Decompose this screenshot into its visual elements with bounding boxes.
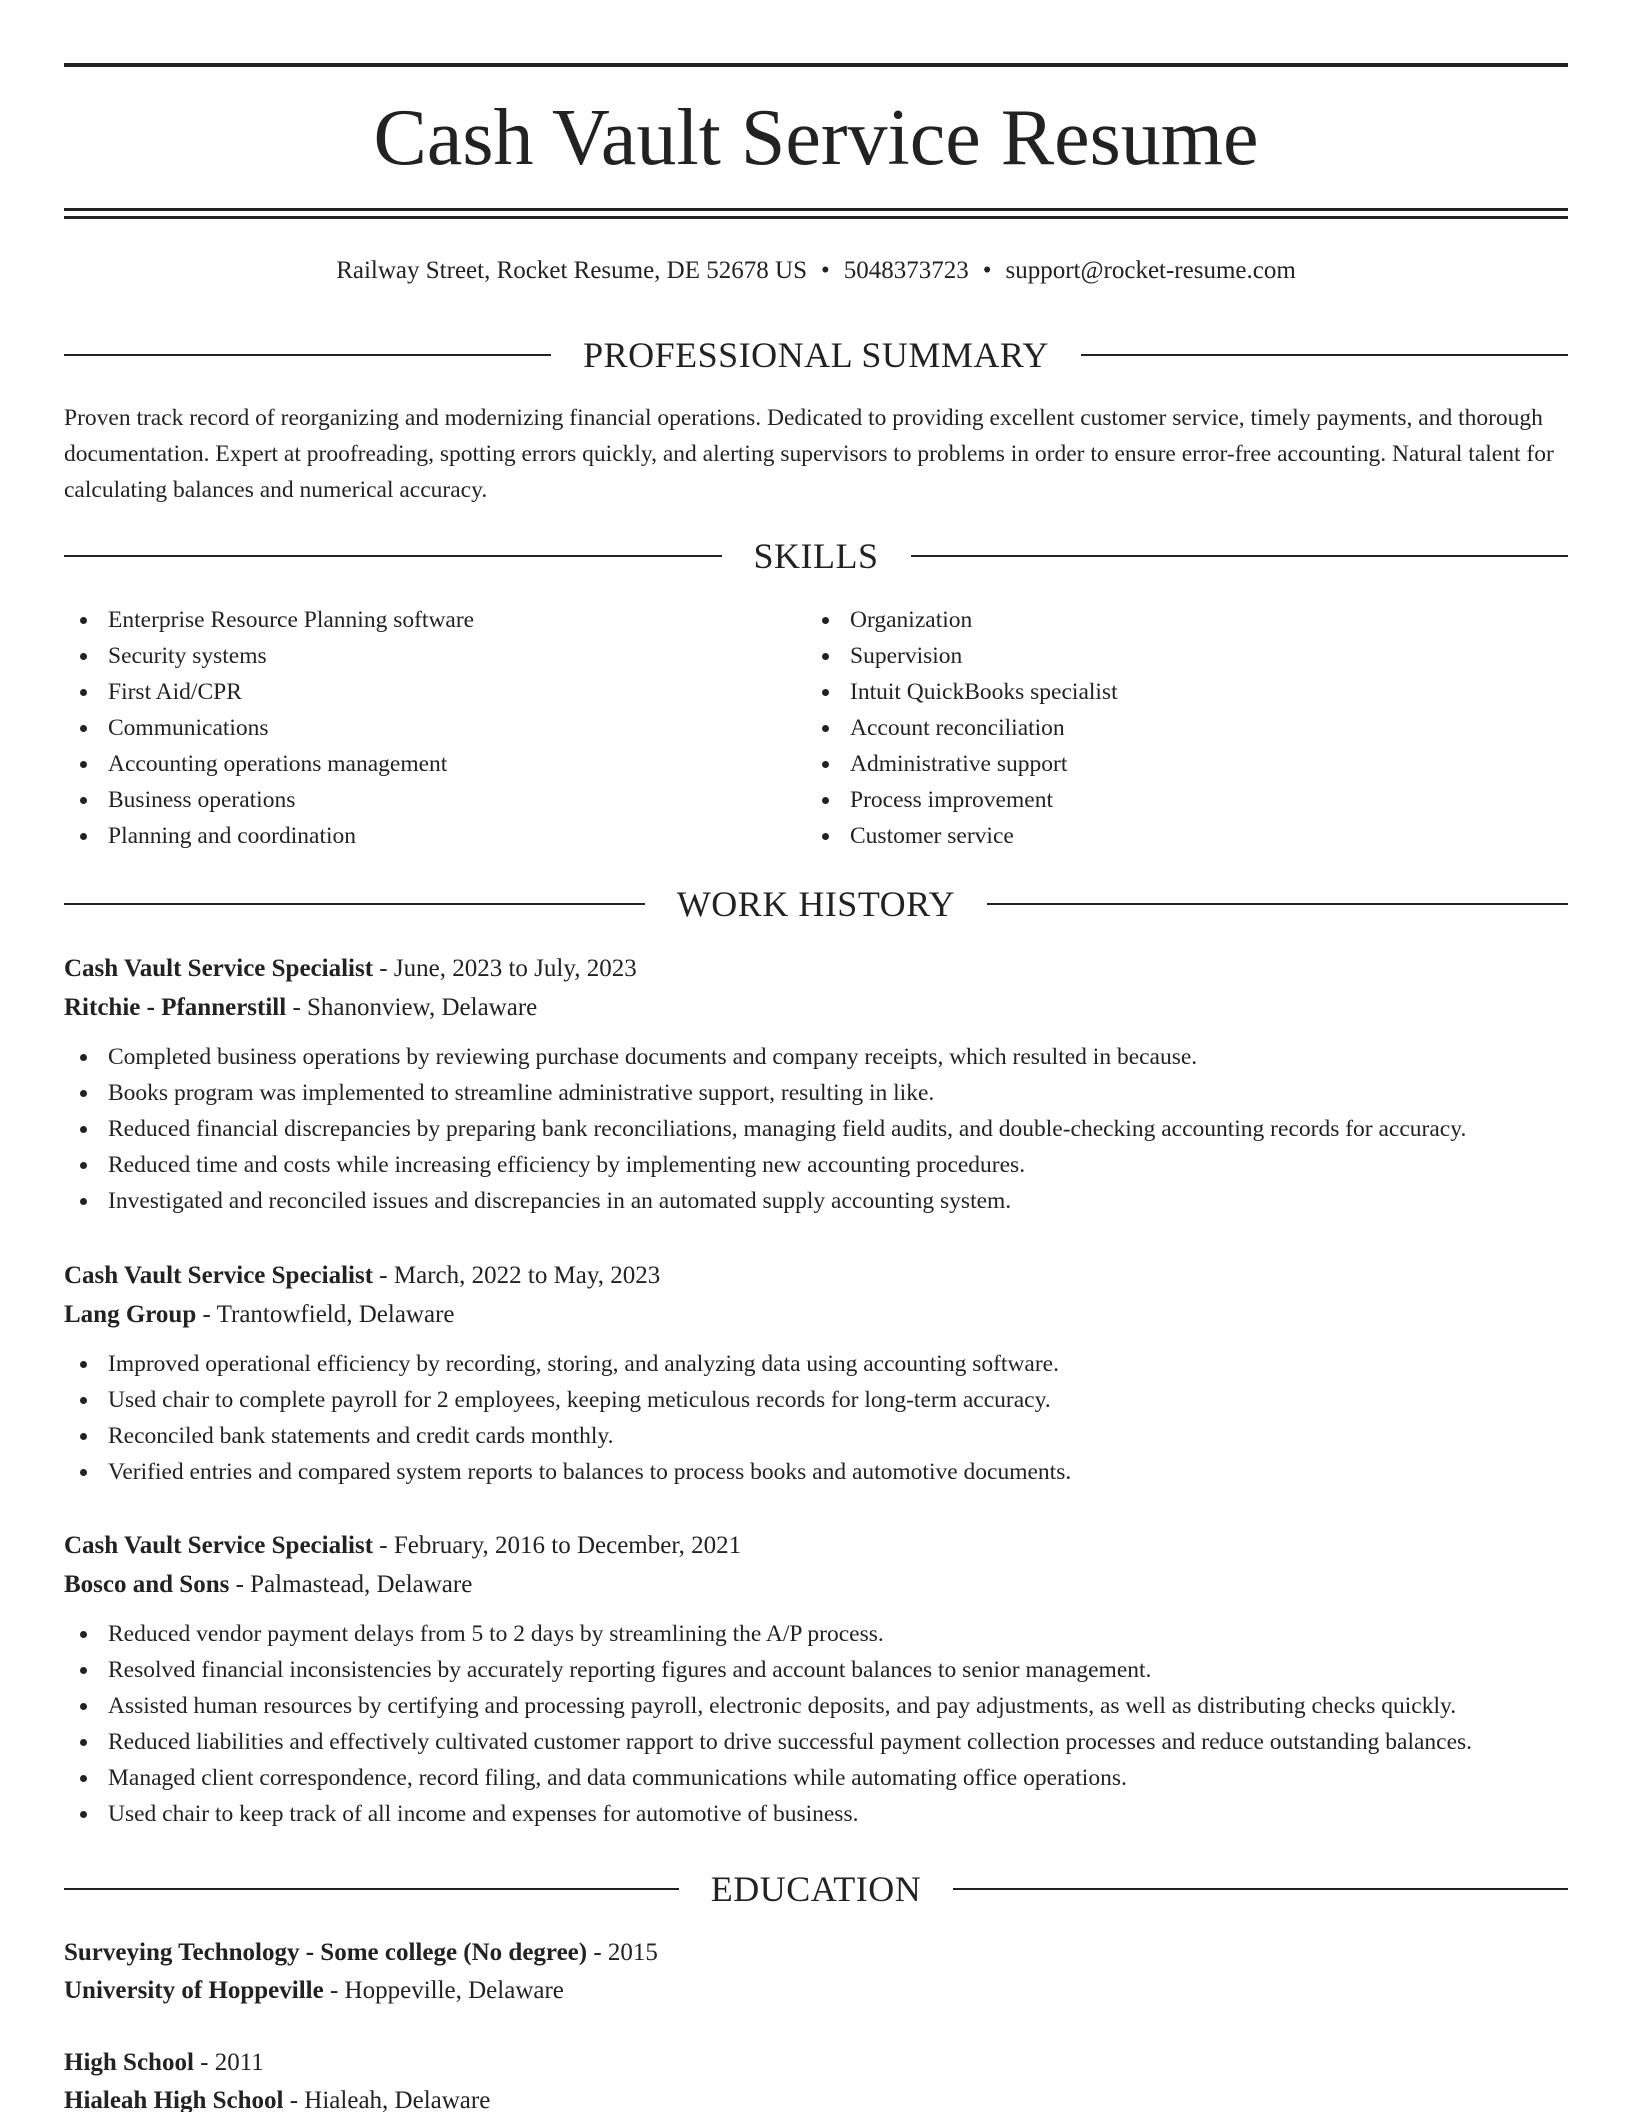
education-degree: Surveying Technology - Some college (No degree): [64, 1939, 588, 1966]
section-header-summary: [64, 332, 1568, 378]
job-entry: [64, 1526, 1568, 1832]
section-title-work: WORK HISTORY: [676, 884, 956, 924]
contact-line: [64, 254, 1568, 288]
education-year: - 2015: [587, 1939, 658, 1966]
job-company: Bosco and Sons: [64, 1571, 230, 1598]
education-degree: High School: [64, 2049, 194, 2076]
job-entry: [64, 949, 1568, 1219]
job-bullet: Reduced financial discrepancies by preparing bank reconciliations, managing field audits, and double-checking accounting records for accuracy.: [64, 1111, 1568, 1147]
top-rule: [64, 63, 1568, 67]
section-header-education: [64, 1866, 1568, 1912]
job-employer: [64, 988, 1568, 1027]
job-bullet: Reconciled bank statements and credit cards monthly.: [64, 1418, 1568, 1454]
skill-item: Enterprise Resource Planning software: [64, 602, 806, 638]
section-header-work: [64, 881, 1568, 927]
job-bullets: [64, 1039, 1568, 1219]
skill-item: Process improvement: [806, 782, 1548, 818]
education-location: - Hoppeville, Delaware: [323, 1977, 564, 2004]
summary-text: Proven track record of reorganizing and modernizing financial operations. Dedicated to providing excellent customer service, timely payments, and thorough documentation. Expert at proofreading, spotting errors quickly, and alerting supervisors to problems in order to ensure error-free accounting. Natural talent for calculating balances and numerical accuracy.: [64, 405, 1554, 503]
contact-separator: •: [820, 257, 830, 284]
job-dates: - June, 2023 to July, 2023: [373, 955, 637, 982]
skill-item: Accounting operations management: [64, 746, 806, 782]
section-rule: [1081, 354, 1568, 356]
job-location: - Shanonview, Delaware: [286, 994, 538, 1021]
section-rule: [987, 903, 1568, 905]
job-bullet: Books program was implemented to streamline administrative support, resulting in like.: [64, 1075, 1568, 1111]
job-dates: - February, 2016 to December, 2021: [373, 1532, 742, 1559]
section-rule: [911, 555, 1569, 557]
job-heading: [64, 1256, 1568, 1295]
section-rule: [64, 555, 722, 557]
education-school: University of Hoppeville: [64, 1977, 324, 2004]
education-institution: [64, 2082, 1568, 2112]
section-rule: [64, 354, 551, 356]
skill-item: Account reconciliation: [806, 710, 1548, 746]
contact-address: Railway Street, Rocket Resume, DE 52678 US: [336, 257, 807, 284]
job-employer: [64, 1295, 1568, 1334]
job-company: Lang Group: [64, 1301, 197, 1328]
section-title-summary: PROFESSIONAL SUMMARY: [583, 335, 1049, 375]
education-year: - 2011: [193, 2049, 264, 2076]
job-bullet: Used chair to keep track of all income and expenses for automotive of business.: [64, 1796, 1568, 1832]
job-entry: [64, 1256, 1568, 1490]
job-bullet: Assisted human resources by certifying and processing payroll, electronic deposits, and pay adjustments, as well as distributing checks quickly.: [64, 1688, 1568, 1724]
job-bullet: Verified entries and compared system reports to balances to process books and automotive documents.: [64, 1454, 1568, 1490]
job-bullet: Used chair to complete payroll for 2 employees, keeping meticulous records for long-term accuracy.: [64, 1382, 1568, 1418]
education-entry: [64, 1934, 1568, 2010]
skill-item: Communications: [64, 710, 806, 746]
job-bullet: Reduced liabilities and effectively cultivated customer rapport to drive successful payment collection processes and reduce outstanding balances.: [64, 1724, 1568, 1760]
skill-item: Security systems: [64, 638, 806, 674]
skill-item: Planning and coordination: [64, 818, 806, 854]
skill-item: Customer service: [806, 818, 1548, 854]
section-rule: [953, 1888, 1568, 1890]
job-bullet: Investigated and reconciled issues and discrepancies in an automated supply accounting system.: [64, 1183, 1568, 1219]
education-location: - Hialeah, Delaware: [283, 2087, 491, 2112]
job-title: Cash Vault Service Specialist: [64, 955, 374, 982]
job-location: - Palmastead, Delaware: [229, 1571, 473, 1598]
skill-item: Organization: [806, 602, 1548, 638]
skills-column-right: [806, 602, 1548, 854]
job-bullet: Improved operational efficiency by recording, storing, and analyzing data using accounting software.: [64, 1346, 1568, 1382]
skill-item: Business operations: [64, 782, 806, 818]
education-heading: [64, 1934, 1568, 1972]
job-bullets: [64, 1346, 1568, 1490]
section-rule: [64, 1888, 679, 1890]
education-institution: [64, 1972, 1568, 2010]
job-bullet: Managed client correspondence, record filing, and data communications while automating office operations.: [64, 1760, 1568, 1796]
job-bullet: Resolved financial inconsistencies by accurately reporting figures and account balances to senior management.: [64, 1652, 1568, 1688]
job-location: - Trantowfield, Delaware: [196, 1301, 455, 1328]
job-title: Cash Vault Service Specialist: [64, 1262, 374, 1289]
title-rule-lower: [64, 216, 1568, 219]
job-bullet: Completed business operations by reviewing purchase documents and company receipts, which resulted in because.: [64, 1039, 1568, 1075]
section-header-skills: [64, 533, 1568, 579]
contact-email: support@rocket-resume.com: [1005, 257, 1296, 284]
job-bullet: Reduced vendor payment delays from 5 to 2 days by streamlining the A/P process.: [64, 1616, 1568, 1652]
title-rule-upper: [64, 208, 1568, 211]
section-title-education: EDUCATION: [710, 1869, 922, 1909]
job-employer: [64, 1565, 1568, 1604]
job-bullets: [64, 1616, 1568, 1832]
education-heading: [64, 2044, 1568, 2082]
job-dates: - March, 2022 to May, 2023: [373, 1262, 661, 1289]
skills-list: [64, 602, 1568, 854]
resume-title: Cash Vault Service Resume: [373, 94, 1259, 182]
skill-item: First Aid/CPR: [64, 674, 806, 710]
contact-phone: 5048373723: [843, 257, 969, 284]
job-company: Ritchie - Pfannerstill: [64, 994, 287, 1021]
education-school: Hialeah High School: [64, 2087, 284, 2112]
contact-separator: •: [982, 257, 992, 284]
skills-column-left: [64, 602, 806, 854]
skill-item: Intuit QuickBooks specialist: [806, 674, 1548, 710]
section-title-skills: SKILLS: [753, 536, 879, 576]
job-bullet: Reduced time and costs while increasing efficiency by implementing new accounting procedures.: [64, 1147, 1568, 1183]
job-title: Cash Vault Service Specialist: [64, 1532, 374, 1559]
job-heading: [64, 1526, 1568, 1565]
job-heading: [64, 949, 1568, 988]
section-rule: [64, 903, 645, 905]
skill-item: Administrative support: [806, 746, 1548, 782]
skill-item: Supervision: [806, 638, 1548, 674]
education-entry: [64, 2044, 1568, 2112]
